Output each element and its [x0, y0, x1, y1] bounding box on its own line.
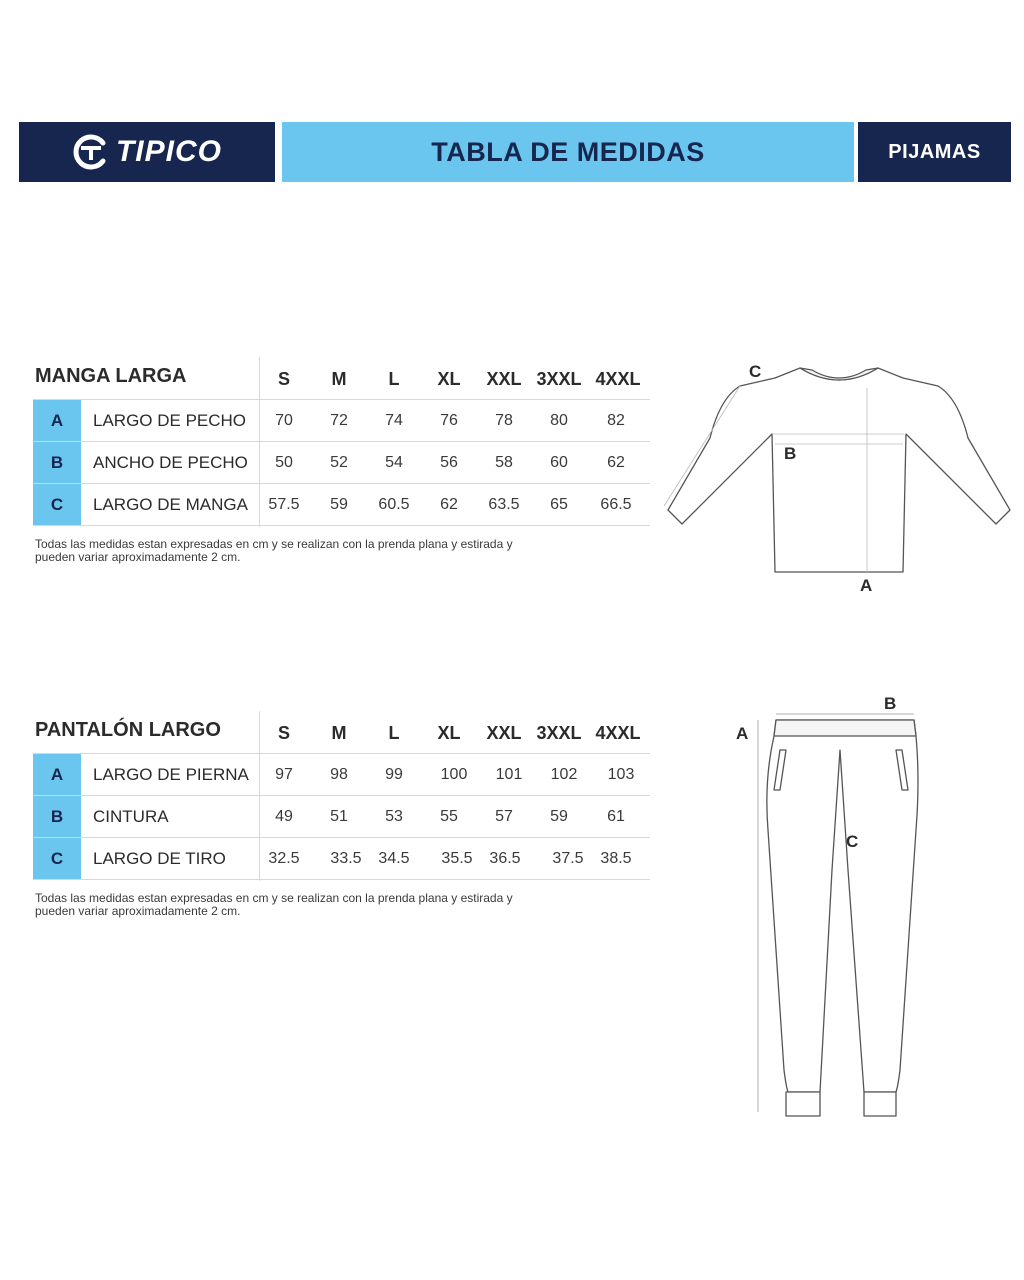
table-cell: 72 — [330, 412, 348, 429]
brand-header — [19, 122, 275, 182]
table-cell: 74 — [385, 412, 403, 429]
brand-logo — [72, 133, 222, 171]
page-title: TABLA DE MEDIDAS — [282, 122, 854, 182]
row-letter-badge: C — [33, 838, 81, 879]
table-cell: 99 — [385, 766, 403, 783]
table-cell: 61 — [607, 808, 625, 825]
size-header: 4XXL — [595, 723, 641, 743]
table-cell: 62 — [440, 496, 458, 513]
table-cell: 37.5 — [552, 850, 584, 867]
shirt-outline-icon — [660, 358, 1020, 598]
table-cell: 59 — [550, 808, 568, 825]
size-header: XL — [437, 723, 461, 743]
size-header: L — [388, 723, 400, 743]
table-cell: 32.5 — [268, 850, 300, 867]
table-cell: 60 — [550, 454, 568, 471]
table-cell: 55 — [440, 808, 458, 825]
table-cell: 58 — [495, 454, 513, 471]
table-title: MANGA LARGA — [35, 365, 187, 387]
table-cell: 54 — [385, 454, 403, 471]
table-cell: 50 — [275, 454, 293, 471]
size-header: 3XXL — [536, 723, 582, 743]
table-cell: 59 — [330, 496, 348, 513]
table-cell: 52 — [330, 454, 348, 471]
table-cell: 80 — [550, 412, 568, 429]
measurement-note — [35, 892, 605, 918]
category-badge: PIJAMAS — [858, 122, 1011, 182]
size-header: 4XXL — [595, 369, 641, 389]
shirt-label-c: C — [749, 362, 762, 381]
row-label: LARGO DE MANGA — [93, 495, 248, 514]
table-cell: 82 — [607, 412, 625, 429]
table-cell: 36.5 — [489, 850, 521, 867]
table-cell: 35.5 — [441, 850, 473, 867]
brand-name: TIPICO — [115, 135, 222, 168]
pants-diagram — [730, 690, 930, 1120]
table-cell: 57 — [495, 808, 513, 825]
table-cell: 78 — [495, 412, 513, 429]
table-cell: 66.5 — [600, 496, 632, 513]
table-row — [33, 795, 650, 837]
row-label: LARGO DE PECHO — [93, 411, 247, 430]
tipico-logo-icon — [72, 133, 110, 171]
row-label: ANCHO DE PECHO — [93, 453, 248, 472]
size-header: S — [277, 369, 290, 389]
table-cell: 63.5 — [488, 496, 520, 513]
shirt-label-b: B — [784, 444, 797, 463]
shirt-diagram — [660, 358, 1020, 598]
table-title: PANTALÓN LARGO — [35, 719, 221, 741]
table-cell: 103 — [607, 766, 635, 783]
table-cell: 49 — [275, 808, 293, 825]
table-cell: 57.5 — [268, 496, 300, 513]
table-cell: 56 — [440, 454, 458, 471]
note-line: pueden variar aproximadamente 2 cm. — [35, 550, 241, 564]
table-cell: 53 — [385, 808, 403, 825]
pants-label-c: C — [846, 832, 859, 851]
size-header: XL — [437, 369, 461, 389]
row-letter-badge: A — [33, 400, 81, 441]
size-table-pants — [33, 711, 650, 880]
row-label: LARGO DE TIRO — [93, 849, 226, 868]
size-header: 3XXL — [536, 369, 582, 389]
table-cell: 62 — [607, 454, 625, 471]
size-header: XXL — [486, 369, 522, 389]
note-line: Todas las medidas estan expresadas en cm y se realizan con la prenda plana y estirada y — [35, 891, 513, 905]
size-header: S — [277, 723, 290, 743]
table-cell: 34.5 — [378, 850, 410, 867]
table-cell: 60.5 — [378, 496, 410, 513]
pants-label-b: B — [884, 694, 897, 713]
size-header: XXL — [486, 723, 522, 743]
size-header: M — [331, 723, 347, 743]
table-header-row — [33, 711, 650, 753]
table-cell: 100 — [440, 766, 468, 783]
measurement-note — [35, 538, 605, 564]
shirt-label-a: A — [860, 576, 873, 595]
table-row — [33, 483, 650, 526]
row-label: CINTURA — [93, 807, 169, 826]
table-cell: 38.5 — [600, 850, 632, 867]
table-row — [33, 441, 650, 483]
note-line: pueden variar aproximadamente 2 cm. — [35, 904, 241, 918]
size-header: L — [388, 369, 400, 389]
table-cell: 102 — [550, 766, 578, 783]
table-row — [33, 837, 650, 880]
table-cell: 76 — [440, 412, 458, 429]
table-cell: 65 — [550, 496, 568, 513]
note-line: Todas las medidas estan expresadas en cm y se realizan con la prenda plana y estirada y — [35, 537, 513, 551]
row-letter-badge: A — [33, 754, 81, 795]
row-letter-badge: C — [33, 484, 81, 525]
row-label: LARGO DE PIERNA — [93, 765, 249, 784]
table-cell: 51 — [330, 808, 348, 825]
table-row — [33, 399, 650, 441]
table-row — [33, 753, 650, 795]
table-cell: 33.5 — [330, 850, 362, 867]
table-cell: 70 — [275, 412, 293, 429]
pants-label-a: A — [736, 724, 749, 743]
row-letter-badge: B — [33, 442, 81, 483]
size-header: M — [331, 369, 347, 389]
table-header-row — [33, 357, 650, 399]
size-table-shirt — [33, 357, 650, 526]
table-cell: 98 — [330, 766, 348, 783]
table-cell: 101 — [495, 766, 523, 783]
table-cell: 97 — [275, 766, 293, 783]
row-letter-badge: B — [33, 796, 81, 837]
pants-outline-icon — [730, 690, 930, 1120]
